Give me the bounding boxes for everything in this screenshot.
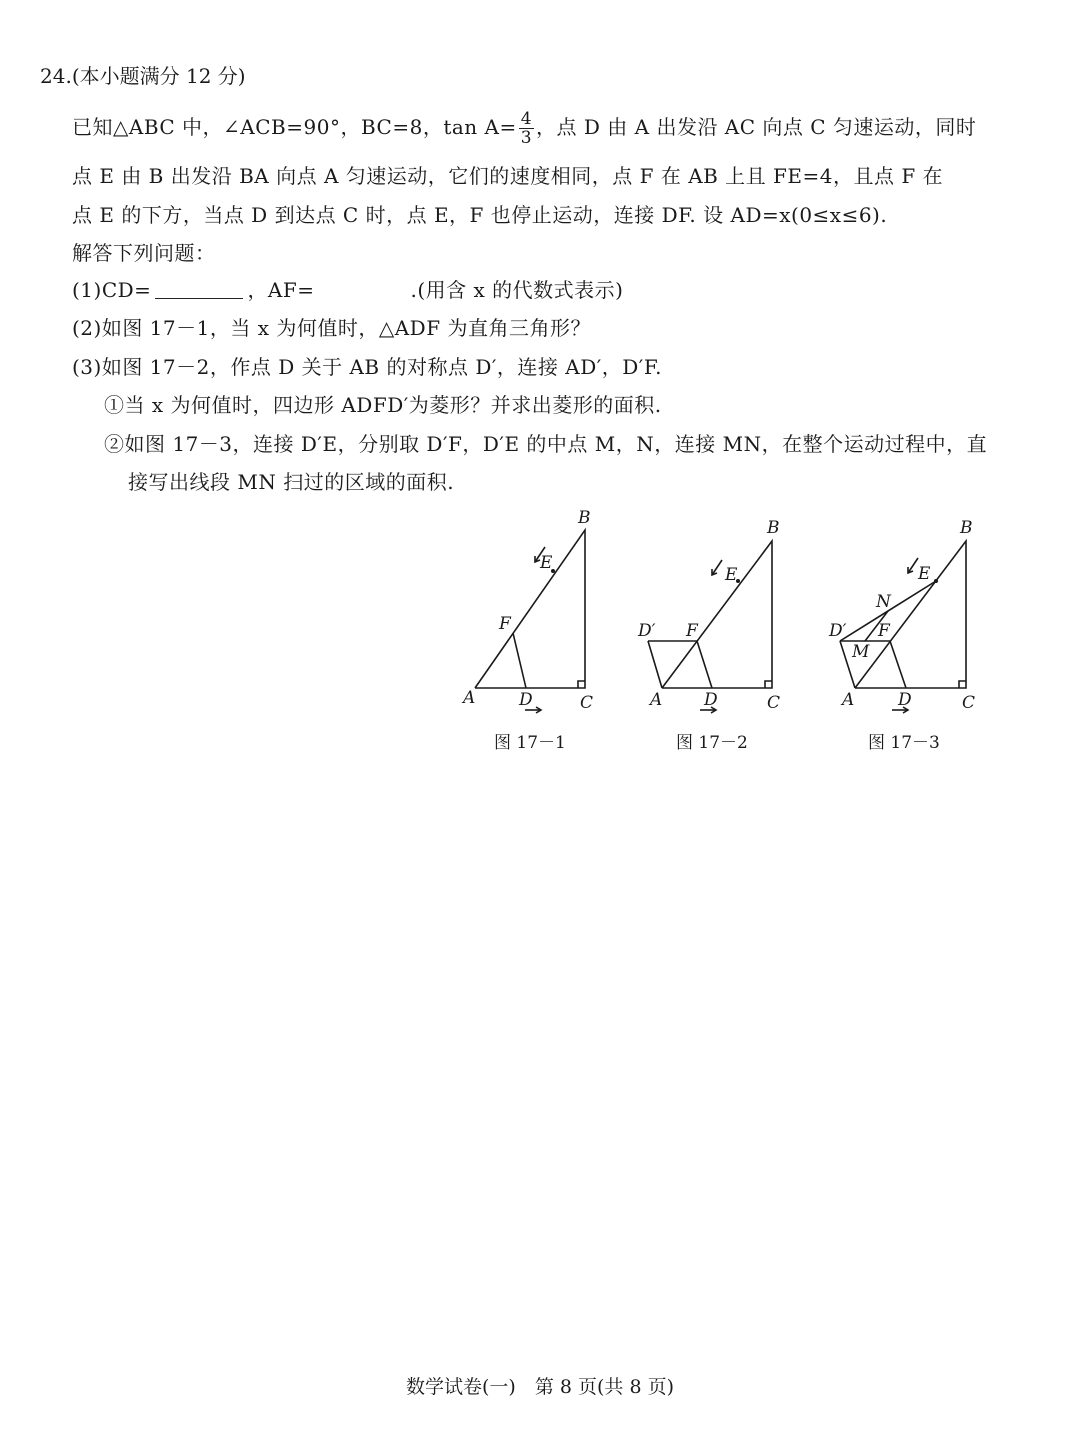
label-d: D — [704, 690, 718, 710]
part-1-text: .(用含 x 的代数式表示) — [410, 278, 624, 302]
triangle-abc — [855, 541, 966, 688]
stem-line-2: 点 E 由 B 出发沿 BA 向点 A 匀速运动，它们的速度相同，点 F 在 AB 上且 FE=4，且点 F 在 — [72, 164, 944, 188]
page-footer: 数学试卷(一) 第 8 页(共 8 页) — [406, 1376, 674, 1398]
part-1-text: ，AF= — [247, 278, 315, 302]
stem-text: 已知△ABC 中，∠ACB=90°，BC=8，tan A= — [72, 115, 517, 139]
caption-17-1: 图 17－1 — [494, 733, 566, 753]
label-c: C — [767, 693, 781, 713]
e-direction-arrow — [712, 560, 722, 575]
part-3: (3)如图 17－2，作点 D 关于 AB 的对称点 D′，连接 AD′，D′F. — [72, 355, 662, 379]
label-d-prime: D′ — [638, 621, 656, 641]
figure-17-3 — [822, 505, 987, 720]
stem-line-3: 点 E 的下方，当点 D 到达点 C 时，点 E，F 也停止运动，连接 DF. 设 AD=x(0≤x≤6). — [72, 203, 888, 227]
label-e: E — [540, 553, 553, 573]
label-m: M — [852, 642, 870, 662]
segment-df — [697, 641, 712, 688]
question-header — [40, 62, 246, 90]
caption-17-2: 图 17－2 — [676, 733, 748, 753]
question-score: (本小题满分 12 分) — [71, 64, 246, 88]
label-e: E — [725, 565, 738, 585]
label-e: E — [918, 564, 931, 584]
part-1-text: (1)CD= — [72, 278, 152, 302]
part-1 — [72, 276, 623, 304]
part-3-2-line-2: 接写出线段 MN 扫过的区域的面积. — [128, 470, 455, 494]
label-b: B — [767, 518, 780, 538]
part-3-2-line-1: ②如图 17－3，连接 D′E，分别取 D′F，D′E 的中点 M，N，连接 MN，在整个运动过程中，直 — [104, 432, 988, 456]
label-b: B — [578, 508, 591, 528]
label-b: B — [960, 518, 973, 538]
stem-line-1 — [72, 110, 976, 147]
right-angle-mark — [765, 681, 772, 688]
answer-blank-cd[interactable] — [155, 278, 243, 299]
figure-17-1 — [455, 505, 605, 720]
right-angle-mark — [959, 681, 966, 688]
label-a: A — [842, 690, 855, 710]
figure-17-2 — [630, 505, 790, 720]
segment-df — [890, 641, 906, 688]
label-a: A — [463, 688, 476, 708]
segment-df — [513, 633, 526, 688]
label-c: C — [962, 693, 976, 713]
answer-prompt: 解答下列问题： — [72, 241, 216, 265]
label-d: D — [519, 690, 533, 710]
label-f: F — [686, 621, 698, 641]
label-f: F — [499, 614, 511, 634]
label-d: D — [898, 690, 912, 710]
tan-fraction — [519, 110, 534, 147]
label-f: F — [878, 621, 890, 641]
label-c: C — [580, 693, 594, 713]
point-e-dot — [934, 579, 938, 583]
label-n: N — [876, 592, 891, 612]
e-direction-arrow — [908, 558, 918, 573]
fraction-numerator: 4 — [520, 109, 533, 129]
label-a: A — [650, 690, 663, 710]
triangle-abc — [475, 530, 585, 688]
fraction-denominator: 3 — [520, 128, 533, 148]
label-d-prime: D′ — [829, 621, 847, 641]
segment-adp — [648, 641, 662, 688]
part-2: (2)如图 17－1，当 x 为何值时，△ADF 为直角三角形？ — [72, 316, 591, 340]
stem-text: ，点 D 由 A 出发沿 AC 向点 C 匀速运动，同时 — [536, 115, 977, 139]
question-number: 24. — [40, 64, 72, 88]
answer-blank-af[interactable] — [319, 277, 407, 297]
part-3-1: ①当 x 为何值时，四边形 ADFD′为菱形？并求出菱形的面积. — [104, 393, 662, 417]
triangle-abc — [662, 541, 772, 688]
caption-17-3: 图 17－3 — [868, 733, 940, 753]
right-angle-mark — [578, 681, 585, 688]
